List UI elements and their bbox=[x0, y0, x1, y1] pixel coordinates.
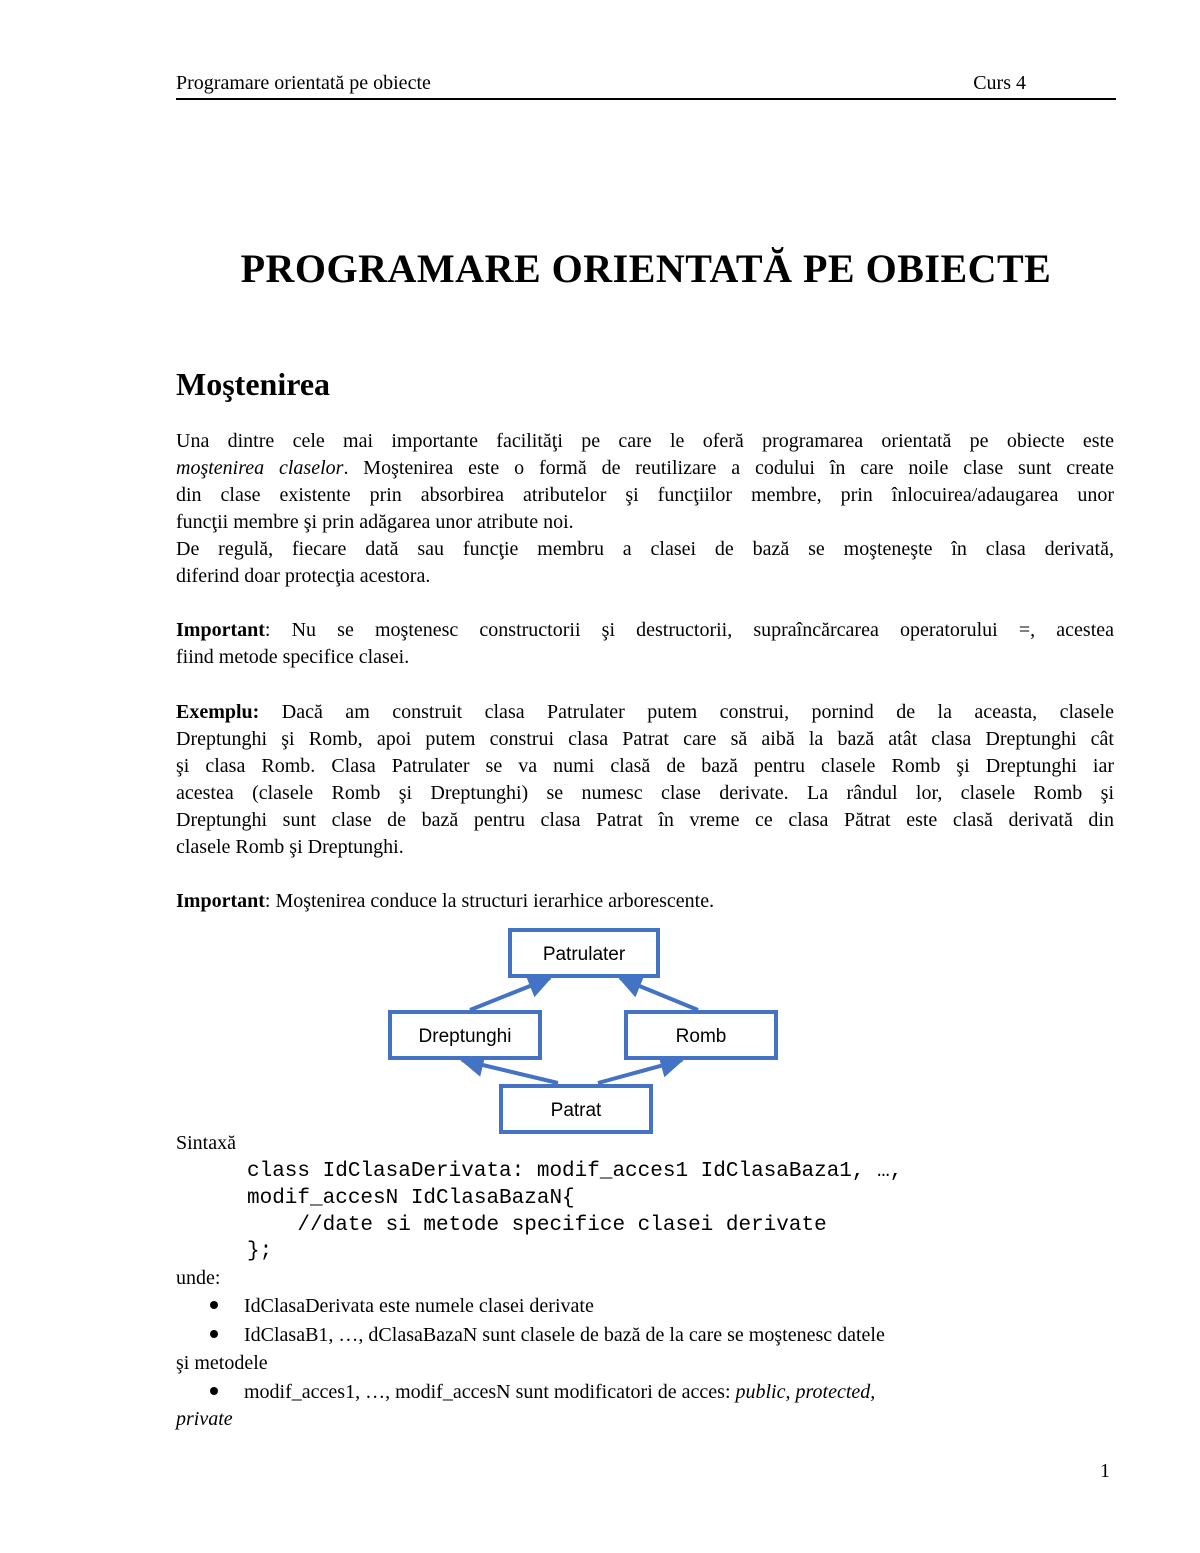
important-1-line-1 bbox=[176, 617, 1114, 644]
label-romb: Romb bbox=[675, 1026, 727, 1047]
page-header bbox=[176, 72, 1116, 100]
intro-line-5: De regulă, fiecare dată sau funcţie membru a clasei de bază se moşteneşte în clasa derivată, bbox=[176, 538, 1114, 560]
example-line-5: Dreptunghi sunt clase de bază pentru clasa Patrat în vreme ce clasa Pătrat este clasă derivată din bbox=[176, 809, 1114, 831]
access-modifiers-list: public, protected, bbox=[735, 1381, 876, 1403]
intro-line-6: diferind doar protecţia acestora. bbox=[176, 565, 431, 587]
bullet-text-2: IdClasaB1, …, dClasaBazaN sunt clasele de bază de la care se moştenesc datele bbox=[244, 1324, 885, 1346]
code-line-3: //date si metode specifice clasei derivate bbox=[247, 1214, 827, 1237]
bullet-item-3 bbox=[210, 1379, 875, 1406]
example-label: Exemplu: bbox=[176, 701, 260, 723]
example-line-2: Dreptunghi şi Romb, apoi putem construi clasa Patrat care să aibă la bază atât clasa Dreptunghi cât bbox=[176, 728, 1114, 750]
label-dreptunghi: Dreptunghi bbox=[418, 1026, 512, 1047]
code-line-1: class IdClasaDerivata: modif_acces1 IdClasaBaza1, …, bbox=[247, 1160, 903, 1183]
example-paragraph bbox=[176, 699, 1114, 861]
inheritance-diagram bbox=[380, 920, 800, 1140]
example-text-1: Dacă am construit clasa Patrulater putem construi, pornind de la aceasta, clasele bbox=[259, 701, 1114, 723]
where-label: unde: bbox=[176, 1267, 221, 1289]
page-number: 1 bbox=[1100, 1460, 1110, 1482]
header-course-title: Programare orientată pe obiecte bbox=[176, 72, 431, 94]
bullet-item-1 bbox=[210, 1293, 594, 1320]
arrow-romb-to-patrulater bbox=[620, 978, 698, 1010]
inheritance-term: moştenirea claselor bbox=[176, 457, 344, 479]
example-line-3: şi clasa Romb. Clasa Patrulater se va numi clasă de bază pentru clasele Romb şi Dreptunghi iar bbox=[176, 755, 1114, 777]
document-title: PROGRAMARE ORIENTATĂ PE OBIECTE bbox=[240, 246, 1052, 291]
code-line-2: modif_accesN IdClasaBazaN{ bbox=[247, 1187, 575, 1210]
example-line-1 bbox=[176, 699, 1114, 726]
arrow-dreptunghi-to-patrulater bbox=[470, 978, 550, 1010]
important-1-text: : Nu se moştenesc constructorii şi destructorii, supraîncărcarea operatorului =, acestea bbox=[264, 619, 1114, 641]
bullet-2-continuation: şi metodele bbox=[176, 1352, 268, 1374]
syntax-label: Sintaxă bbox=[176, 1132, 236, 1154]
section-heading: Moştenirea bbox=[176, 366, 331, 402]
arrow-patrat-to-romb bbox=[598, 1060, 682, 1083]
important-note-2 bbox=[176, 888, 1114, 915]
important-label: Important bbox=[176, 619, 265, 641]
important-2-text: : Moştenirea conduce la structuri ierarhice arborescente. bbox=[264, 890, 715, 912]
bullet-dot bbox=[210, 1301, 218, 1309]
label-patrat: Patrat bbox=[550, 1100, 602, 1121]
arrow-patrat-to-dreptunghi bbox=[462, 1060, 558, 1083]
code-line-4: }; bbox=[247, 1240, 273, 1263]
intro-line-2 bbox=[176, 455, 1114, 482]
intro-line-2-rest: . Moştenirea este o formă de reutilizare a codului în care noile clase sunt create bbox=[343, 457, 1114, 479]
intro-line-3: din clase existente prin absorbirea atributelor şi funcţiilor membre, prin înlocuirea/adaugarea unor bbox=[176, 484, 1114, 506]
intro-paragraph bbox=[176, 428, 1114, 590]
bullet-text-1: IdClasaDerivata este numele clasei derivate bbox=[244, 1295, 594, 1317]
bullet-dot bbox=[210, 1387, 218, 1395]
bullet-dot bbox=[210, 1330, 218, 1338]
bullet-text-3: modif_acces1, …, modif_accesN sunt modificatori de acces: bbox=[244, 1381, 736, 1403]
important-note-1 bbox=[176, 617, 1114, 671]
header-lecture-number: Curs 4 bbox=[973, 72, 1026, 94]
label-patrulater: Patrulater bbox=[542, 944, 626, 965]
bullet-item-2 bbox=[210, 1322, 885, 1349]
bullet-3-continuation: private bbox=[176, 1408, 233, 1430]
important-label-2: Important bbox=[176, 890, 265, 912]
intro-line-4: funcţii membre şi prin adăgarea unor atribute noi. bbox=[176, 511, 574, 533]
example-line-4: acestea (clasele Romb şi Dreptunghi) se numesc clase derivate. La rândul lor, clasele Romb şi bbox=[176, 782, 1114, 804]
important-2-line bbox=[176, 888, 1114, 915]
intro-line-1: Una dintre cele mai importante facilităţi pe care le oferă programarea orientată pe obiecte este bbox=[176, 430, 1114, 452]
example-line-6: clasele Romb şi Dreptunghi. bbox=[176, 836, 404, 858]
important-1-line-2: fiind metode specifice clasei. bbox=[176, 646, 410, 668]
